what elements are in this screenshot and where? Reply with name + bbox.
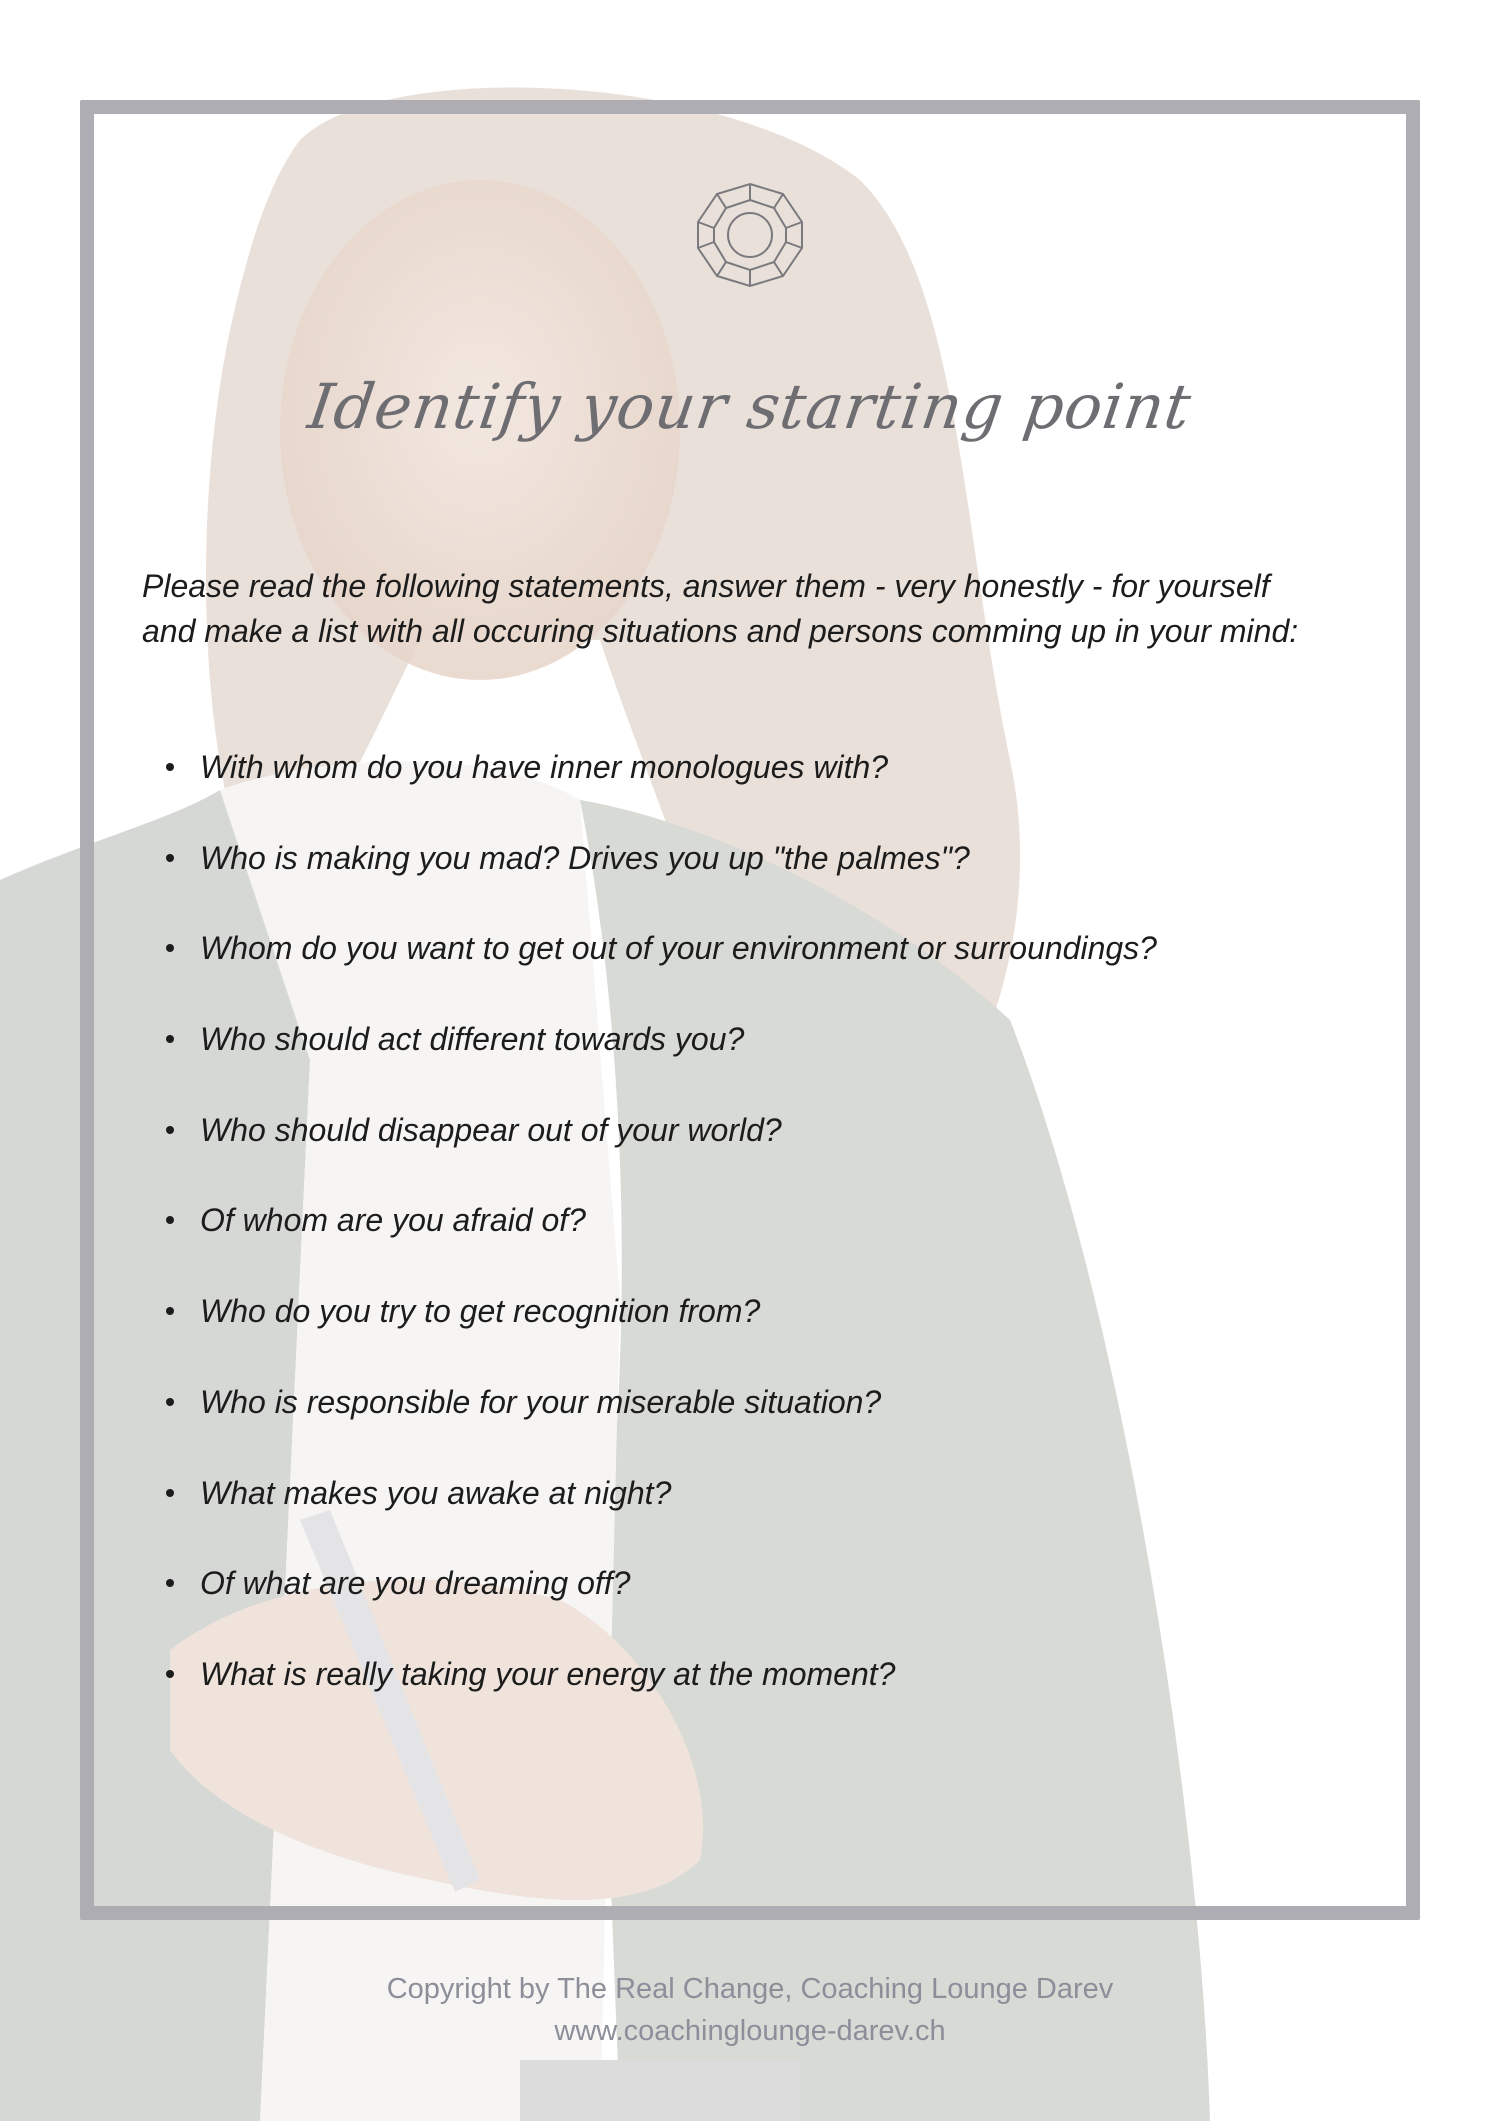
question-list: [142, 745, 1342, 1743]
list-item: [142, 1017, 1342, 1108]
question-text: Of what are you dreaming off?: [200, 1565, 631, 1602]
intro-line: Please read the following statements, answer them - very honestly - for yourself: [142, 568, 1270, 604]
bullet-icon: [166, 944, 174, 952]
intro-paragraph: [142, 564, 1382, 654]
question-text: Who is making you mad? Drives you up "the palmes"?: [200, 839, 970, 876]
bullet-icon: [166, 763, 174, 771]
list-item: [142, 836, 1342, 927]
bullet-icon: [166, 1126, 174, 1134]
list-item: [142, 745, 1342, 836]
page-title: Identify your starting point: [303, 370, 1197, 443]
question-text: Who should act different towards you?: [200, 1021, 745, 1058]
bullet-icon: [166, 1216, 174, 1224]
list-item: [142, 1652, 1342, 1743]
page-footer: [0, 1968, 1500, 2052]
website-link[interactable]: www.coachinglounge-darev.ch: [554, 2015, 946, 2047]
list-item: [142, 1380, 1342, 1471]
octagon-gem-logo-icon: [692, 180, 808, 290]
question-text: What is really taking your energy at the moment?: [200, 1655, 896, 1692]
question-text: Who should disappear out of your world?: [200, 1111, 782, 1148]
question-text: What makes you awake at night?: [200, 1474, 672, 1511]
bullet-icon: [166, 1489, 174, 1497]
question-text: With whom do you have inner monologues with?: [200, 749, 889, 785]
question-text: Who is responsible for your miserable situation?: [200, 1383, 882, 1420]
question-text: Of whom are you afraid of?: [200, 1202, 586, 1239]
copyright-text: Copyright by The Real Change, Coaching Lounge Darev: [386, 1973, 1114, 2005]
list-item: [142, 1471, 1342, 1562]
list-item: [142, 1198, 1342, 1289]
intro-line: and make a list with all occuring situations and persons comming up in your mind:: [142, 613, 1299, 649]
question-text: Whom do you want to get out of your environment or surroundings?: [200, 930, 1157, 967]
list-item: [142, 1289, 1342, 1380]
bullet-icon: [166, 1035, 174, 1043]
list-item: [142, 1561, 1342, 1652]
belt-shape: [520, 2060, 800, 2121]
bullet-icon: [166, 1307, 174, 1315]
list-item: [142, 926, 1342, 1017]
question-text: Who do you try to get recognition from?: [200, 1293, 761, 1330]
bullet-icon: [166, 1398, 174, 1406]
list-item: [142, 1108, 1342, 1199]
bullet-icon: [166, 1670, 174, 1678]
bullet-icon: [166, 854, 174, 862]
bullet-icon: [166, 1579, 174, 1587]
